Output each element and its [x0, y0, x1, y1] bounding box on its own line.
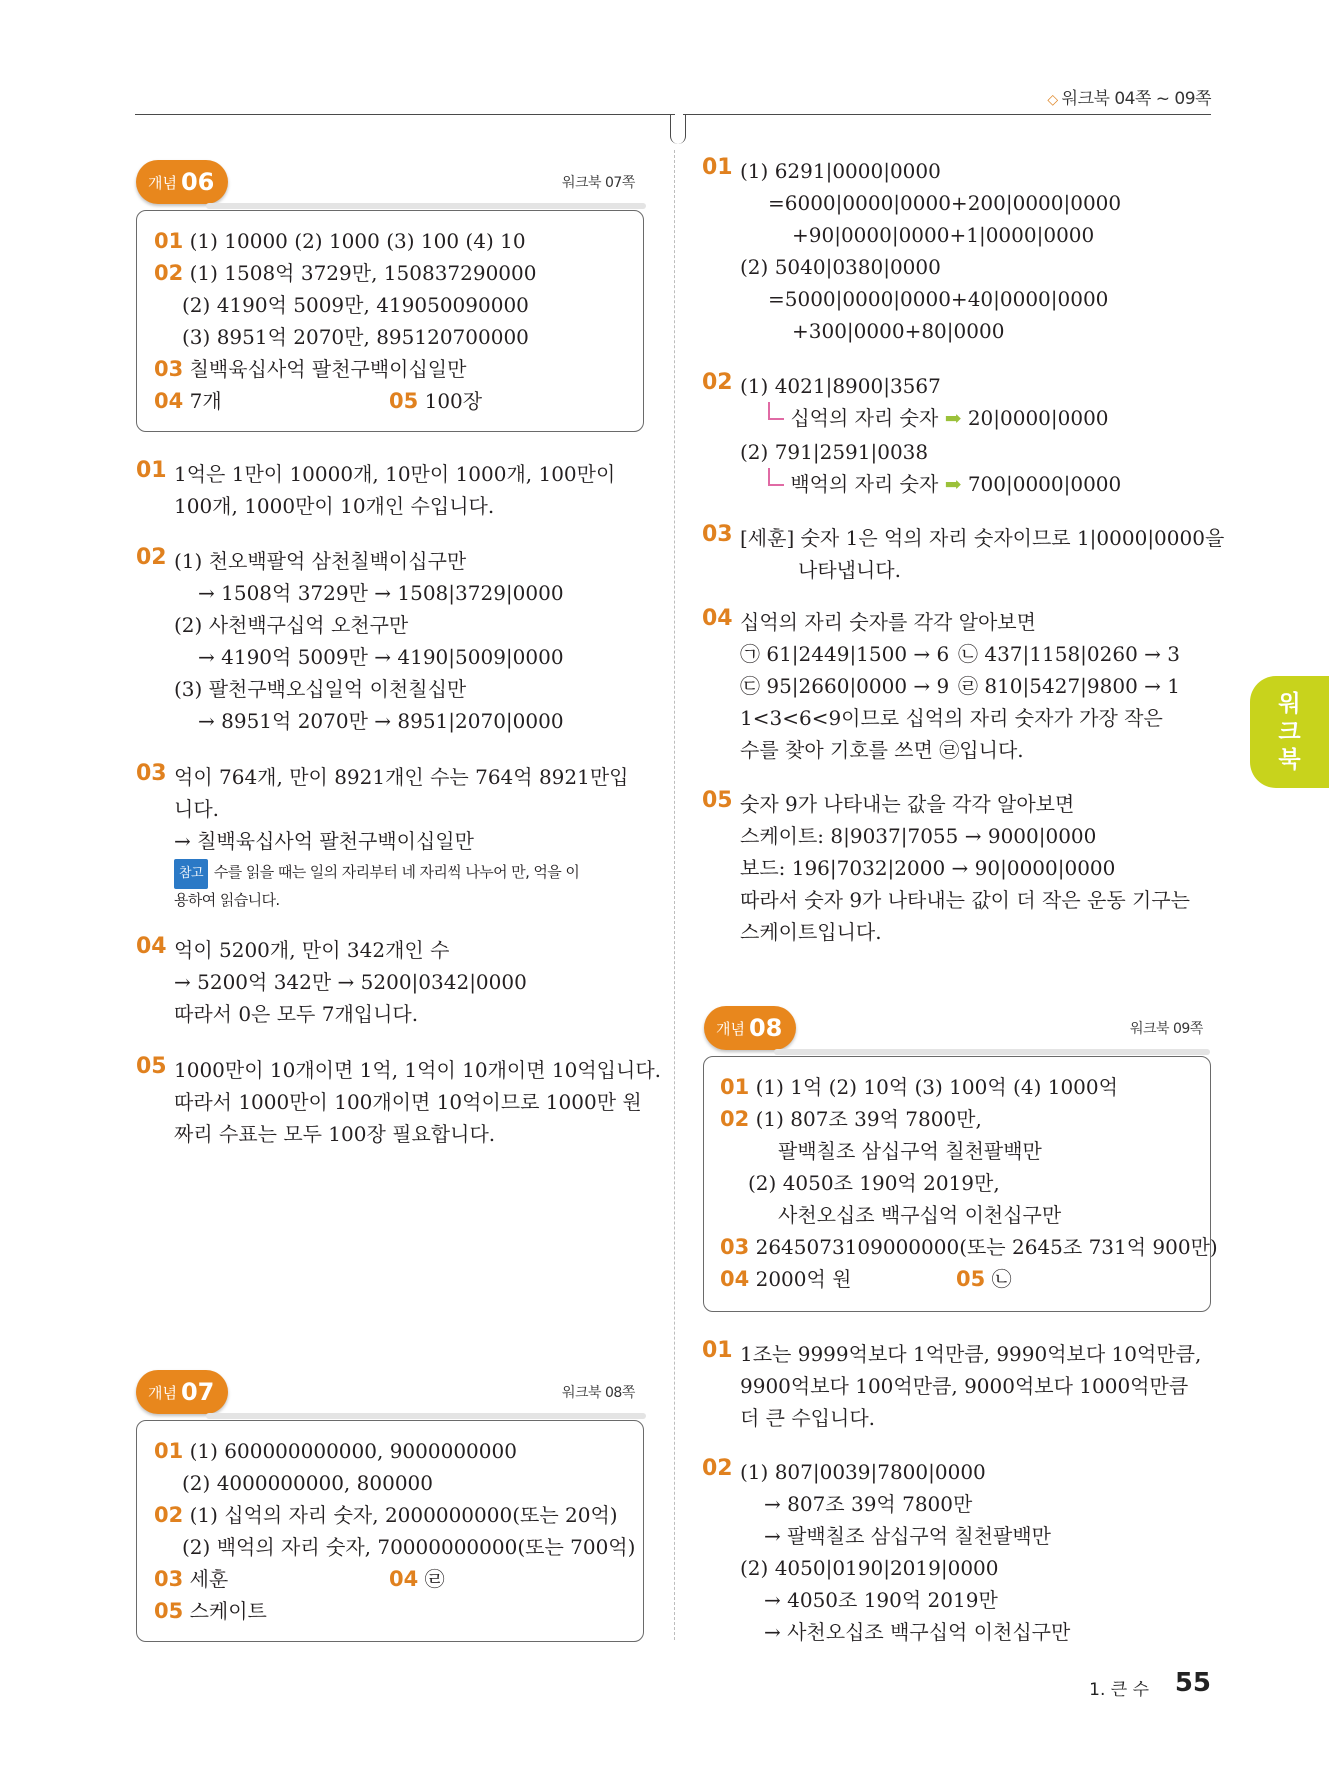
solution-text: 숫자 9가 나타내는 값을 각각 알아보면 [740, 792, 1075, 816]
solution-text: 1억은 1만이 10000개, 10만이 1000개, 100만이 [174, 462, 616, 486]
solution-number: 01 [136, 458, 167, 483]
solution-text: 따라서 0은 모두 7개입니다. [174, 1002, 419, 1026]
answer-line-02: 02 (1) 807조 39억 7800만, [720, 1107, 982, 1131]
reference-note: 참고 수를 읽을 때는 일의 자리부터 네 자리씩 나누어 만, 억을 이 [174, 858, 579, 889]
answer-line-01: 01 (1) 1억 (2) 10억 (3) 100억 (4) 1000억 [720, 1075, 1118, 1099]
concept-06-badge: 개념 06 [136, 160, 228, 204]
solution-text: 따라서 숫자 9가 나타내는 값이 더 작은 운동 기구는 [740, 888, 1190, 912]
concept-07-workbook-ref: 워크북 08쪽 [562, 1385, 635, 1401]
page-number: 55 [1174, 1668, 1211, 1698]
solution-text: 수를 찾아 기호를 쓰면 ㉣입니다. [740, 738, 1024, 762]
box-topbar [774, 1049, 1210, 1055]
answer-line-03: 03 칠백육십사억 팔천구백이십일만 [154, 357, 467, 381]
solution-text: 나타냅니다. [798, 558, 901, 582]
side-tab-char: 북 [1278, 747, 1301, 773]
solution-text: 1<3<6<9이므로 십억의 자리 숫자가 가장 작은 [740, 706, 1163, 730]
solution-text: 따라서 1000만이 100개이면 10억이므로 1000만 원 [174, 1090, 642, 1114]
answer-line-02: 02 (1) 십억의 자리 숫자, 2000000000(또는 20억) [154, 1503, 618, 1527]
solution-text: ㉢ 95|2660|0000 → 9 [740, 674, 950, 698]
solution-text: → 사천오십조 백구십억 이천십구만 [764, 1620, 1071, 1644]
solution-text: (2) 4050|0190|2019|0000 [740, 1556, 999, 1580]
answer-line-02-2: (2) 백억의 자리 숫자, 70000000000(또는 700억) [182, 1535, 636, 1559]
answer-line-01: 01 (1) 10000 (2) 1000 (3) 100 (4) 10 [154, 229, 526, 253]
solution-text: (2) 5040|0380|0000 [740, 255, 941, 279]
solution-text: =6000|0000|0000+200|0000|0000 [768, 191, 1122, 215]
concept-07-answer-box [136, 1420, 644, 1642]
digit-callout: 백억의 자리 숫자 ➡ 700|0000|0000 [762, 468, 1121, 500]
concept-06-answer-box [136, 210, 644, 432]
answer-line-02-2: (2) 4050조 190억 2019만, [748, 1171, 1000, 1195]
answer-line-05: 05 스케이트 [154, 1599, 267, 1623]
note-tag: 참고 [174, 859, 208, 889]
bracket-arrow-icon [768, 468, 784, 486]
concept-08-workbook-ref: 워크북 09쪽 [1130, 1021, 1203, 1037]
workbook-side-tab[interactable] [1250, 676, 1329, 788]
column-notch [670, 114, 686, 144]
solution-text: 보드: 196|7032|2000 → 90|0000|0000 [740, 856, 1116, 880]
green-arrow-icon: ➡ [944, 406, 962, 430]
solution-text: 스케이트: 8|9037|7055 → 9000|0000 [740, 824, 1097, 848]
solution-text: (1) 807|0039|7800|0000 [740, 1460, 986, 1484]
solution-number: 02 [136, 545, 167, 570]
bracket-arrow-icon [768, 402, 784, 420]
solution-text: → 칠백육십사억 팔천구백이십일만 [174, 829, 474, 853]
solution-number: 02 [702, 370, 733, 395]
solution-text: 9900억보다 100억만큼, 9000억보다 1000억만큼 [740, 1374, 1189, 1398]
workbook-page-range: ◇ 워크북 04쪽 ~ 09쪽 [1047, 89, 1211, 109]
answer-line-02-3: (3) 8951억 2070만, 895120700000 [182, 325, 529, 349]
solution-text: 십억의 자리 숫자를 각각 알아보면 [740, 610, 1036, 634]
solution-text: (1) 6291|0000|0000 [740, 159, 941, 183]
solution-text: (1) 천오백팔억 삼천칠백이십구만 [174, 549, 467, 573]
solution-text: 니다. [174, 797, 219, 821]
solution-text: (2) 791|2591|0038 [740, 440, 929, 464]
answer-line-04: 04 ㉣ [389, 1567, 445, 1591]
solution-number: 03 [136, 761, 167, 786]
answer-line-04: 04 2000억 원 [720, 1267, 852, 1291]
concept-08-answer-box [703, 1056, 1218, 1312]
solution-text: 100개, 1000만이 10개인 수입니다. [174, 494, 495, 518]
solution-number: 05 [702, 788, 733, 813]
answer-line-05: 05 ㉡ [956, 1267, 1012, 1291]
solution-number: 04 [136, 934, 167, 959]
solution-text: [세훈] 숫자 1은 억의 자리 숫자이므로 1|0000|0000을 [740, 526, 1225, 550]
box-topbar [206, 203, 646, 209]
solution-text: +300|0000+80|0000 [792, 319, 1005, 343]
solution-text: → 4050조 190억 2019만 [764, 1588, 998, 1612]
solution-number: 01 [702, 1338, 733, 1363]
solution-text: → 1508억 3729만 → 1508|3729|0000 [198, 581, 564, 605]
top-rule-left [135, 114, 675, 115]
answer-line-02-read: 팔백칠조 삼십구억 칠천팔백만 [778, 1139, 1042, 1163]
solution-text: → 4190억 5009만 → 4190|5009|0000 [198, 645, 564, 669]
solution-text: 1조는 9999억보다 1억만큼, 9990억보다 10억만큼, [740, 1342, 1202, 1366]
answer-line-01-2: (2) 4000000000, 800000 [182, 1471, 433, 1495]
solution-text: +90|0000|0000+1|0000|0000 [792, 223, 1095, 247]
solution-number: 03 [702, 522, 733, 547]
green-arrow-icon: ➡ [944, 472, 962, 496]
concept-06-workbook-ref: 워크북 07쪽 [562, 175, 635, 191]
answer-line-02: 02 (1) 1508억 3729만, 150837290000 [154, 261, 537, 285]
answer-line-03: 03 세훈 [154, 1567, 229, 1591]
solution-text: (3) 팔천구백오십일억 이천칠십만 [174, 677, 467, 701]
concept-07-badge: 개념 07 [136, 1370, 228, 1414]
solution-text: → 807조 39억 7800만 [764, 1492, 973, 1516]
diamond-icon: ◇ [1047, 92, 1058, 108]
solution-text: ㉡ 437|1158|0260 → 3 [958, 642, 1181, 666]
solution-text: → 팔백칠조 삼십구억 칠천팔백만 [764, 1524, 1051, 1548]
solution-text: → 5200억 342만 → 5200|0342|0000 [174, 970, 527, 994]
solution-text: (1) 4021|8900|3567 [740, 374, 941, 398]
solution-text: 스케이트입니다. [740, 920, 882, 944]
box-topbar [206, 1413, 646, 1419]
digit-callout: 십억의 자리 숫자 ➡ 20|0000|0000 [762, 402, 1109, 434]
solution-text: ㉠ 61|2449|1500 → 6 [740, 642, 950, 666]
solution-number: 04 [702, 606, 733, 631]
answer-line-01: 01 (1) 600000000000, 9000000000 [154, 1439, 517, 1463]
solution-text: (2) 사천백구십억 오천구만 [174, 613, 409, 637]
answer-line-05: 05 100장 [389, 389, 483, 413]
solution-text: 짜리 수표는 모두 100장 필요합니다. [174, 1122, 496, 1146]
concept-08-badge: 개념 08 [704, 1006, 796, 1050]
reference-note-line2: 용하여 읽습니다. [174, 891, 280, 909]
answer-line-02-2-read: 사천오십조 백구십억 이천십구만 [778, 1203, 1062, 1227]
column-divider [674, 150, 675, 1640]
side-tab-char: 크 [1278, 719, 1301, 745]
solution-text: =5000|0000|0000+40|0000|0000 [768, 287, 1109, 311]
answer-line-04: 04 7개 [154, 389, 222, 413]
solution-text: 1000만이 10개이면 1억, 1억이 10개이면 10억입니다. [174, 1058, 661, 1082]
solution-text: → 8951억 2070만 → 8951|2070|0000 [198, 709, 564, 733]
solution-number: 05 [136, 1054, 167, 1079]
answer-line-02-2: (2) 4190억 5009만, 419050090000 [182, 293, 529, 317]
solution-text: 억이 5200개, 만이 342개인 수 [174, 938, 450, 962]
answer-line-03: 03 2645073109000000(또는 2645조 731억 900만) [720, 1235, 1218, 1259]
solution-text: ㉣ 810|5427|9800 → 1 [958, 674, 1181, 698]
chapter-label: 1. 큰 수 [1089, 1680, 1149, 1700]
solution-text: 억이 764개, 만이 8921개인 수는 764억 8921만입 [174, 765, 629, 789]
side-tab-char: 워 [1278, 691, 1301, 717]
top-rule-right [683, 114, 1211, 115]
solution-number: 01 [702, 155, 733, 180]
solution-number: 02 [702, 1456, 733, 1481]
solution-text: 더 큰 수입니다. [740, 1406, 875, 1430]
